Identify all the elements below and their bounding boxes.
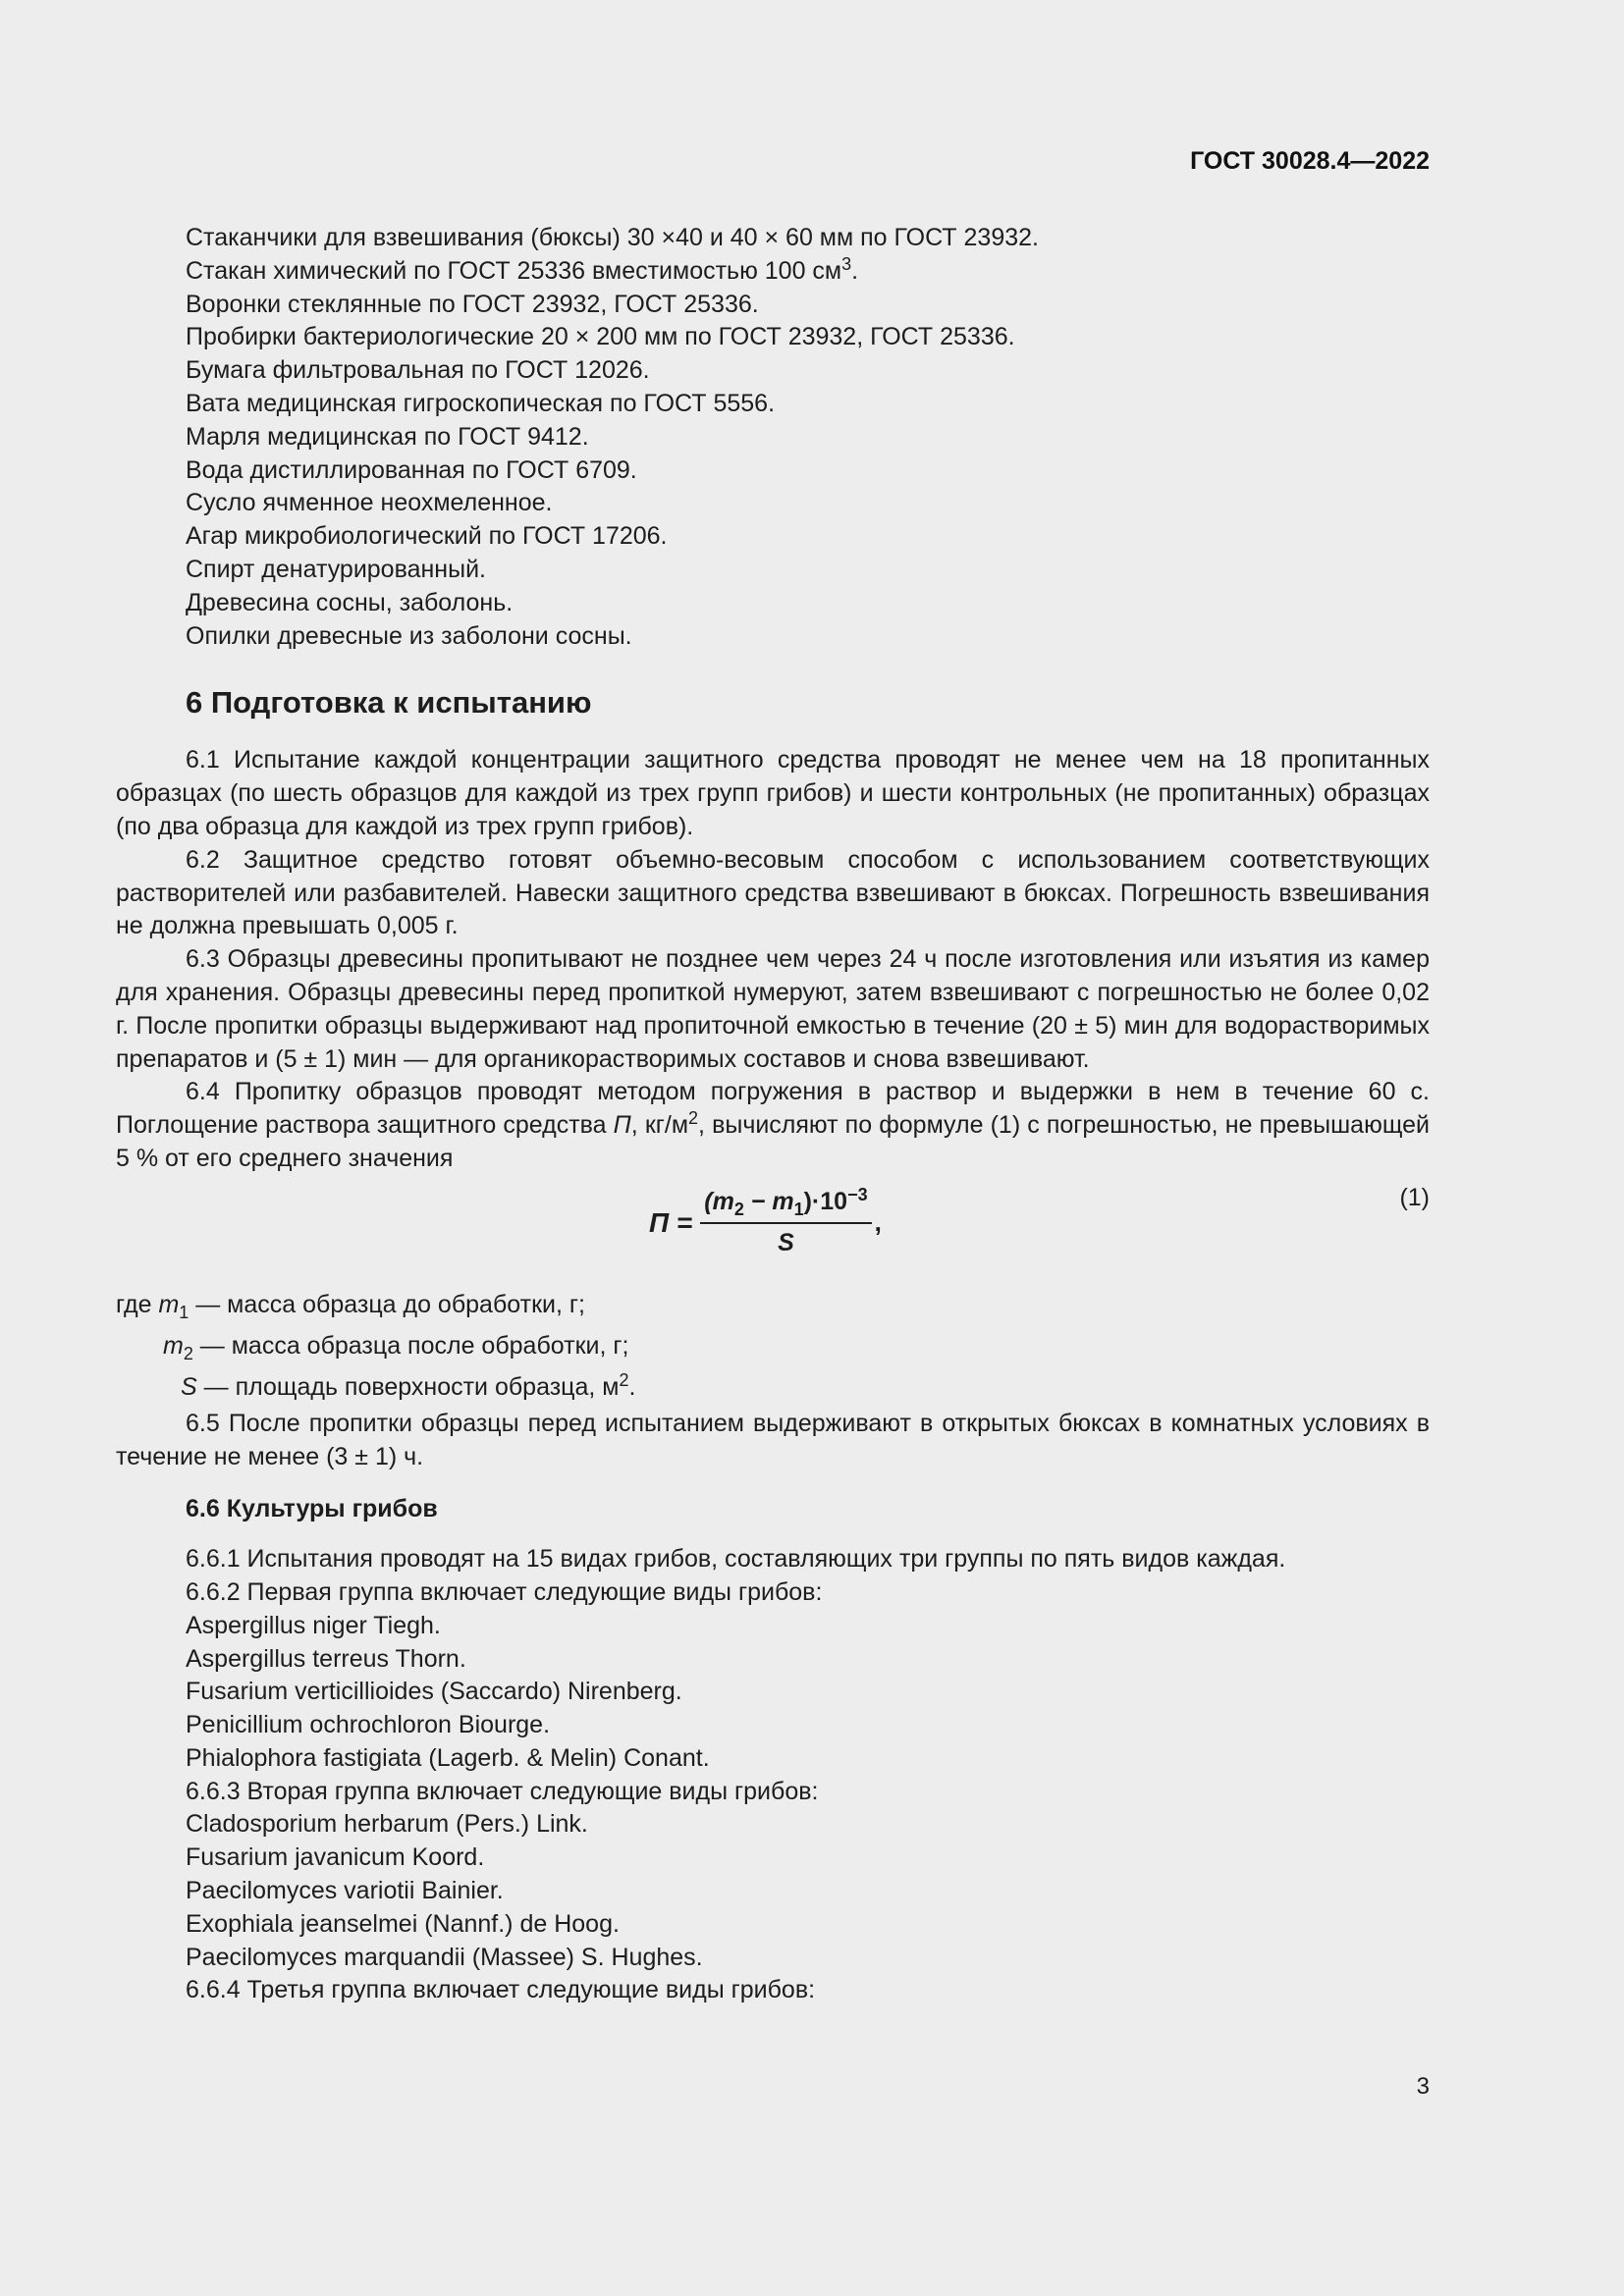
fungi-line: 6.6.4 Третья группа включает следующие виды грибов:: [186, 1976, 816, 2004]
equipment-item: Стаканчики для взвешивания (бюксы) 30 ×40 и 40 × 60 мм по ГОСТ 23932.: [186, 224, 1039, 251]
document-header: ГОСТ 30028.4—2022: [1190, 147, 1430, 175]
fungi-line: Penicillium ochrochloron Biourge.: [186, 1711, 551, 1739]
paragraph-6-4: 6.4 Пропитку образцов проводят методом погружения в раствор и выдержки в нем в течение 60 с. Поглощение раствора защитного средства П, $кг/м^2$, вычисляют по формуле (1) с погрешностью, не превышающей 5 % от его среднего значения: [116, 1078, 1430, 1172]
fungi-line: Aspergillus terreus Thorn.: [186, 1644, 466, 1673]
legend-item: где $m_1$ — масса образца до обработки, г;: [116, 1290, 585, 1322]
equipment-item: Опилки древесные из заболони сосны.: [186, 621, 632, 650]
fungi-line: Exophiala jeanselmei (Nannf.) de Hoog.: [186, 1909, 620, 1938]
fungi-line: Paecilomyces variotii Bainier.: [186, 1877, 504, 1905]
fungi-line: Cladosporium herbarum (Pers.) Link.: [186, 1810, 588, 1839]
fungi-line: Paecilomyces marquandii (Massee) S. Hughes.: [186, 1943, 703, 1971]
fungi-line: Aspergillus niger Tiegh.: [186, 1611, 441, 1639]
equipment-item: Воронки стеклянные по ГОСТ 23932, ГОСТ 25336.: [186, 290, 759, 318]
fungi-line: Fusarium verticillioides (Saccardo) Nirenberg.: [186, 1678, 682, 1706]
page-content: [116, 222, 1430, 2007]
equipment-item: Бумага фильтровальная по ГОСТ 12026.: [186, 356, 650, 385]
paragraph-6-1: 6.1 Испытание каждой концентрации защитного средства проводят не менее чем на 18 пропитанных образцах (по шесть образцов для каждой из трех групп грибов) и шести контрольных (не пропитанных) образцах (по два образца для каждой из трех групп грибов).: [116, 746, 1430, 840]
equipment-item: Стакан химический по ГОСТ 25336 вместимостью 100 $см^3$.: [186, 253, 859, 285]
formula-fraction: [700, 1186, 871, 1260]
fungi-line: 6.6.3 Вторая группа включает следующие виды грибов:: [186, 1777, 819, 1805]
section-title: 6 Подготовка к испытанию: [186, 685, 592, 721]
formula-block: [116, 1182, 1430, 1272]
equipment-item: Пробирки бактериологические 20 × 200 мм по ГОСТ 23932, ГОСТ 25336.: [186, 323, 1015, 351]
equipment-item: Древесина сосны, заболонь.: [186, 588, 514, 616]
fungi-line: Phialophora fastigiata (Lagerb. & Melin) Conant.: [186, 1743, 710, 1772]
paragraph-6-3: 6.3 Образцы древесины пропитывают не позднее чем через 24 ч после изготовления или изъятия из камер для хранения. Образцы древесины перед пропиткой нумеруют, затем взвешивают с погрешностью не более 0,02 г. После пропитки образцы выдерживают над пропиточной емкостью в течение (20 ± 5) мин для водорастворимых препаратов и (5 ± 1) мин — для органикорастворимых составов и снова взвешивают.: [116, 945, 1430, 1073]
equipment-item: Спирт денатурированный.: [186, 555, 486, 583]
equipment-item: Сусло ячменное неохмеленное.: [186, 489, 553, 517]
legend-item: S — площадь поверхности образца, $м^2$.: [181, 1369, 636, 1401]
fungi-line: Fusarium javanicum Koord.: [186, 1843, 485, 1872]
formula-comma: ,: [874, 1206, 882, 1237]
equipment-item: Марля медицинская по ГОСТ 9412.: [186, 422, 589, 451]
fungi-line: 6.6.1 Испытания проводят на 15 видах грибов, составляющих три группы по пять видов каждая.: [186, 1545, 1286, 1574]
paragraph-6-2: 6.2 Защитное средство готовят объемно-весовым способом с использованием соответствующих растворителей или разбавителей. Навески защитного средства взвешивают в бюксах. Погрешность взвешивания не должна превышать 0,005 г.: [116, 845, 1430, 940]
equipment-item: Вода дистиллированная по ГОСТ 6709.: [186, 455, 637, 484]
formula-lhs: П =: [649, 1206, 693, 1238]
equipment-item: Вата медицинская гигроскопическая по ГОСТ 5556.: [186, 389, 776, 417]
fungi-line: 6.6.2 Первая группа включает следующие виды грибов:: [186, 1577, 823, 1606]
page-number: 3: [1416, 2073, 1430, 2100]
formula-numerator: $(m_2 - m_1)\cdot 10^{-3}$: [700, 1186, 871, 1224]
legend-item: $m_2$ — масса образца после обработки, г;: [163, 1331, 629, 1363]
formula-legend: [116, 1284, 1430, 1408]
subsection-title: 6.6 Культуры грибов: [186, 1495, 438, 1523]
paragraph-6-5: 6.5 После пропитки образцы перед испытанием выдерживают в открытых бюксах в комнатных условиях в течение не менее (3 ± 1) ч.: [116, 1409, 1430, 1470]
formula-denominator: S: [778, 1228, 794, 1256]
formula-1: [649, 1186, 882, 1260]
formula-number: (1): [1399, 1183, 1430, 1211]
equipment-item: Агар микробиологический по ГОСТ 17206.: [186, 522, 668, 551]
